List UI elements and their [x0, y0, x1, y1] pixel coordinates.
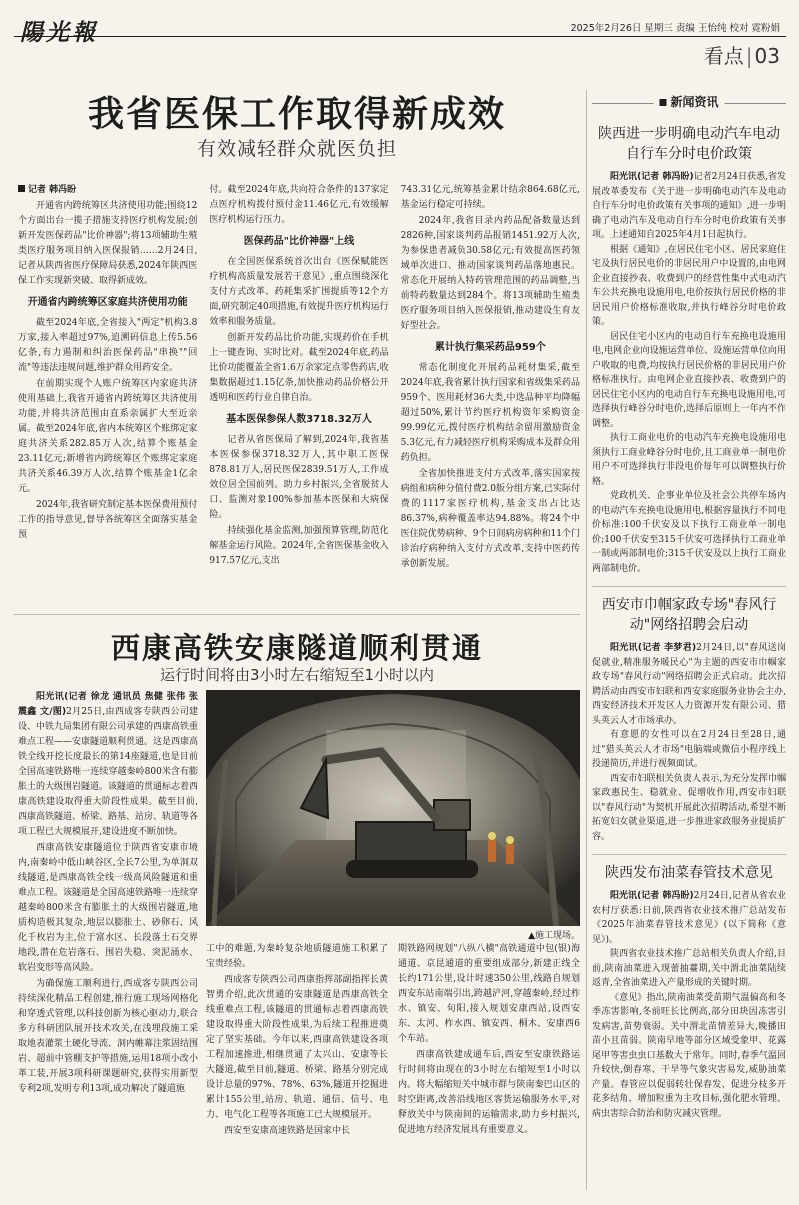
construction-photo [206, 690, 580, 926]
news1-byline: 阳光讯(记者 韩冯盼) [610, 172, 694, 182]
paragraph: 西安市妇联相关负责人表示,为充分发挥巾帼家政惠民生、稳就业、促增收作用,西安市妇联以"春风行动"为契机开展此次招聘活动,希望不断拓宽妇女就业渠道,进一步推进家政服务业提质扩容。 [592, 773, 786, 842]
paragraph: 《意见》指出,陕南油菜受苗期气温偏高和冬季冻害影响,冬前旺长比例高,部分田块因冻害引发病害,苗势衰弱。关中渭北苗情差异大,晚播田苗小且苗弱。陕南早地等部分区域受象甲、花露尾甲等害虫虫口基数大于常年。同时,春季气温回升较快,倒春寒、干旱等气象灾害易发,威胁油菜产量。春管应以促弱转壮保春发、促进分枝多开花多结角、增加粒重为主攻目标,强化肥水管理、病虫害综合防治和防灾减灾管理。 [592, 992, 786, 1119]
sidebar-separator [592, 586, 786, 587]
paragraph: 工中的难题,为秦岭复杂地质隧道施工积累了宝贵经验。 [206, 944, 388, 969]
page-number: 03 [754, 44, 780, 68]
news-sidebar [592, 90, 786, 1190]
paragraph: 截至2024年底,全省接入"两定"机构3.8万家,接入率超过97%,追溯码信息上传5.56亿条,有力遏制和纠治医保药品"串换""回流"等违法违规问题,维护群众用药安全。 [18, 318, 198, 373]
section-tag [704, 40, 780, 69]
square-bullet-icon [18, 185, 25, 192]
news-heading-label: 新闻资讯 [653, 93, 724, 110]
article1-col-3 [401, 183, 580, 607]
article1-col-1 [18, 183, 197, 607]
paragraph: 2024年,我省研究制定基本医保费用预付工作的指导意见,督导各统筹区全面落实基金预 [18, 500, 198, 540]
sidebar-divider [586, 90, 587, 1190]
news1-body [592, 170, 786, 576]
article1-subtitle-4: 累计执行集采药品959个 [434, 342, 546, 353]
paragraph: 在前期实现个人账户统筹区内家庭共济使用基础上,我省开通省内跨统筹区共济使用功能,并将共济范围由直系亲属扩大至近亲属。截至2024年底,省内本统筹区个账绑定家庭共济关系282.85万人次,结算个账基金23.11亿元;新增省内跨统筹区个账绑定家庭共济关系46.39万人次,结算个账基金1亿余元。 [18, 379, 198, 494]
article1-subhead: 有效减轻群众就医负担 [196, 138, 397, 160]
paragraph: 西安至安康高速铁路是国家中长 [224, 1126, 351, 1136]
paragraph: 西康高铁安康隧道位于陕西省安康市境内,南秦岭中低山峡谷区,全长7公里,为单洞双线隧道,是西康高铁全线一级高风险隧道和重难点工程。该隧道是全国高速铁路唯一连续穿越秦岭800米含有膨胀土的大级围岩隧道,地质构造极其复杂,地层以膨胀土、砂卵石、风化千枚岩为主,位于富水区、长段落土石交界地段,潜在危岩落石、围岩失稳、突泥涌水、软岩变形等高风险。 [18, 843, 198, 973]
article-divider [14, 614, 580, 615]
paragraph: 2月25日,由西成客专陕西公司建设、中铁九局集团有限公司承建的西康高铁重难点工程——安康隧道顺利贯通。这是西康高铁全线开挖长度最长的第14座隧道,也是目前全国高速铁路唯一连续穿越秦岭800米含有膨胀土的大级围岩隧道。该隧道的贯通标志着西康高铁建设取得重大阶段性成果。截至目前,西康高铁隧道、桥梁、路基、站房、轨道等各项工程已大规模展开,建设进度不断加快。 [18, 707, 198, 837]
paragraph: 执行工商业电价的电动汽车充换电设施用电须执行工商业峰谷分时电价,且工商业单一制电价用户不可选择执行非段电价每年可以调整执行价格。 [592, 433, 786, 487]
news3-title: 陕西发布油菜春管技术意见 [605, 865, 773, 881]
paragraph: 付。截至2024年底,共向符合条件的137家定点医疗机构拨付预付金11.46亿元,有效缓解医疗机构运行压力。 [209, 185, 389, 225]
paragraph: 期铁路网规划"八纵八横"高铁通道中包(银)海通道、京昆通道的重要组成部分,新建正线全长约171公里,设计时速350公里,线路自规划西安东站南端引出,跨越浐河,穿越秦岭,经过柞水、镇安、旬阳,接入规划安康西站,设西安东、太河、柞水西、镇安西、桐木、安康西6个车站。 [398, 944, 580, 1044]
paragraph: 743.31亿元,统筹基金累计结余864.68亿元,基金运行稳定可持续。 [400, 185, 580, 210]
article2-body [206, 942, 580, 1194]
article2-col-3 [398, 942, 580, 1194]
article2-col-1 [18, 690, 198, 1195]
news2-title: 西安市巾帼家政专场"春风行动"网络招聘会启动 [601, 597, 777, 633]
paragraph: 有意愿的女性可以在2月24日至28日,通过"猎头英云人才市场"电脑端或微信小程序线上投递简历,并进行视频面试。 [592, 730, 786, 769]
article1-byline: 记者 韩冯盼 [18, 183, 197, 198]
news1-title: 陕西进一步明确电动汽车电动自行车分时电价政策 [598, 126, 780, 162]
sidebar-separator [592, 854, 786, 855]
article1-subtitle-3: 基本医保参保人数3718.32万人 [226, 414, 372, 425]
square-bullet-icon [659, 99, 666, 106]
paragraph: 为确保施工顺利进行,西成客专陕西公司持续深化精品工程创建,推行施工现场网格化和穿透式管理,以科技创新为核心驱动力,联合多方科研团队展开技术攻关,在浅埋段施工采取地表灌浆土硬化导流、洞内帷幕注浆固结围岩、超前中管棚支护等措施,运用18项小改小革工装,开展3项科研课题研究,获得实用新型专利2项,发明专利13项,成功解决了隧道施 [18, 979, 198, 1094]
paragraph: 2024年,我省目录内药品配备数量达到2826种,国家谈判药品报销1451.92万人次,为参保患者减负30.58亿元;有效提高医药领域单次进口、推动国家谈判药品落地惠民。常态化开展纳入特药管理范围的药品调整,当前特药数量达到284个。将13项辅助生殖类医疗服务项目纳入医保报销,推动建设生育友好型社会。 [400, 216, 580, 331]
tunnel-excavator-illustration [206, 690, 580, 926]
news3-body [592, 889, 786, 1121]
newspaper-logo: 陽光報 [20, 19, 98, 46]
article1-col-2 [209, 183, 388, 607]
article2-col-2 [206, 942, 388, 1194]
article1-body [18, 183, 580, 607]
paragraph: 持续强化基金监测,加强预算管理,防范化解基金运行风险。2024年,全省医保基金收入917.57亿元,支出 [209, 526, 389, 566]
article1-subtitle-2: 医保药品"比价神器"上线 [243, 236, 355, 247]
article2-byline: 阳光讯(记者 徐龙 通讯员 焦健 张伟 张震鑫 文/图) [18, 692, 198, 717]
paragraph: 2月24日,记者从省农业农村厅获悉:日前,陕西省农业技术推广总站发布《2025年油菜春管技术意见》(以下简称《意见》)。 [592, 891, 786, 945]
article1-subtitle-1: 开通省内跨统筹区家庭共济使用功能 [27, 297, 188, 308]
news3-byline: 阳光讯(记者 韩冯盼) [610, 891, 694, 901]
paragraph: 西成客专陕西公司西康指挥部副指挥长黄智勇介绍,此次贯通的安康隧道是西康高铁全线重难点工程,该隧道的贯通标志着西康高铁建设取得重大阶段性成果,为后续工程推进奠定了坚实基础。今年以来,西康高铁建设各项工程加速推进,相继贯通了太兴山、安康等长大隧道,截至目前,隧道、桥梁、路基分别完成设计总量的97%、78%、63%,隧道开挖掘进累计155公里,站房、轨道、通信、信号、电力、电气化工程等各项施工已大规模展开。 [206, 975, 388, 1120]
masthead [14, 14, 786, 70]
paragraph: 党政机关、企事业单位及社会公共停车场内的电动汽车充换电设施用电,根据容量执行不同电价标准:100千伏安及以下执行工商业单一制电价;100千伏安至315千伏安可选择执行工商业单一制或两部制电价;315千伏安及以上执行工商业两部制电价。 [592, 491, 786, 574]
paragraph: 常态化制度化开展药品耗材集采,截至2024年底,我省累计执行国家和省级集采药品959个、医用耗材36大类,中选品种平均降幅超过50%,累计节约医疗机构资年采购资金99.99亿元,拨付医疗机构结余留用激励资金5.3亿元,有力减轻医疗机构采购成本及群众用药负担。 [400, 363, 580, 463]
issue-meta: 2025年2月26日 星期三 责编 王怡纯 校对 霓粉娟 [570, 23, 780, 34]
section-divider: | [745, 44, 753, 68]
paragraph: 在全国医保系统首次出台《医保赋能医疗机构高质量发展若干意见》,重点围绕深化支付方式改革、药耗集采扩围提质等12个方面,研究制定40项措施,有效提升医疗机构运行效率和服务质量。 [209, 257, 389, 327]
paragraph: 陕西省农业技术推广总站相关负责人介绍,目前,陕南油菜进入现蕾抽薹期,关中渭北油菜陆续返青,全省油菜进入产量形成的关键时期。 [592, 949, 786, 988]
article2-headline: 西康高铁安康隧道顺利贯通 [110, 631, 483, 665]
news2-byline: 阳光讯(记者 李梦君) [610, 643, 697, 653]
paragraph: 记者从省医保局了解到,2024年,我省基本医保参保3718.32万人,其中职工医保878.81万人,居民医保2839.51万人,工作成效位居全国前列。助力乡村振兴,全省脱贫人口、监测对象100%参加基本医保和大病保险。 [209, 435, 389, 520]
masthead-rule [14, 36, 786, 37]
paragraph: 记者2月24日获悉,省发展改革委发布《关于进一步明确电动汽车及电动自行车分时电价政策有关事项的通知》,进一步明确了电动汽车及电动自行车分时电价政策有关事项。上述通知自2025年4月1日起执行。 [592, 172, 786, 240]
photo-caption: ▲施工现场。 [528, 931, 580, 941]
news-heading [592, 90, 786, 116]
paragraph: 创新开发药品比价功能,实现药价在手机上一键查询、实时比对。截至2024年底,药品比价功能覆盖全省1.6万余家定点零售药店,收集数据超过1.15亿条,加快推动药品价格公开透明和医药行业自律自治。 [209, 333, 389, 403]
news2-body [592, 641, 786, 844]
paragraph: 2月24日,以"春风送岗促就业,精准服务暖民心"为主题的西安市巾帼家政专场"春风行动"网络招聘会正式启动。此次招聘活动由西安市妇联和西安家庭服务业协会主办,西安经济技术开发区人力资源开发有限公司、猎头英云人才市场承办。 [592, 643, 786, 726]
section-name: 看点 [703, 44, 744, 68]
paragraph: 根据《通知》,在居民住宅小区、居民家庭住宅及执行居民电价的非居民用户中设置的,由电网企业直接抄表、收费到户的经营性集中式电动汽车公共充换电设施用电,电价按执行居民价格的非居民用户价格标准收取,并执行峰谷分时电价政策。 [592, 244, 786, 327]
paragraph: 西康高铁建成通车后,西安至安康铁路运行时间将由现在的3小时左右缩短至1小时以内。将大幅缩短关中城市群与陕南秦巴山区的时空距离,改善沿线地区客货运输服务水平,对释放关中与陕南间的运输需求,助力乡村振兴,促进地方经济发展具有重要意义。 [398, 1050, 580, 1135]
article1-headline: 我省医保工作取得新成效 [87, 94, 506, 135]
paragraph: 全省加快推进支付方式改革,落实国家按病组和病种分值付费2.0版分组方案,已实际付费的1117家医疗机构,基金支出占比达86.37%,病种覆盖率达94.88%。将24个中医住院优势病种、9个日间病房病种和11个门诊治疗病种纳入支付方式改革,支持中医药传承创新发展。 [400, 469, 580, 569]
article2-subhead: 运行时间将由3小时左右缩短至1小时以内 [159, 666, 435, 684]
paragraph: 居民住宅小区内的电动自行车充换电设施用电,电网企业向设施运营单位、设施运营单位向用户收取的电费,均按执行居民价格的非居民用户价格标准执行。由电网企业直接抄表、收费到户的居民住宅小区内的电动自行车充换电设施用电,可选择执行峰谷分时电价,选择后原则上一年内不作调整。 [592, 331, 786, 429]
paragraph: 开通省内跨统筹区共济使用功能;围绕12个方面出台一揽子措施支持医疗机构发展;创新开发医保药品"比价神器";将13项辅助生殖类医疗服务项目纳入医保报销……2月24日,记者从陕西省医疗保障局获悉,2024年陕西医保工作实现新突破、取得新成效。 [18, 201, 198, 286]
